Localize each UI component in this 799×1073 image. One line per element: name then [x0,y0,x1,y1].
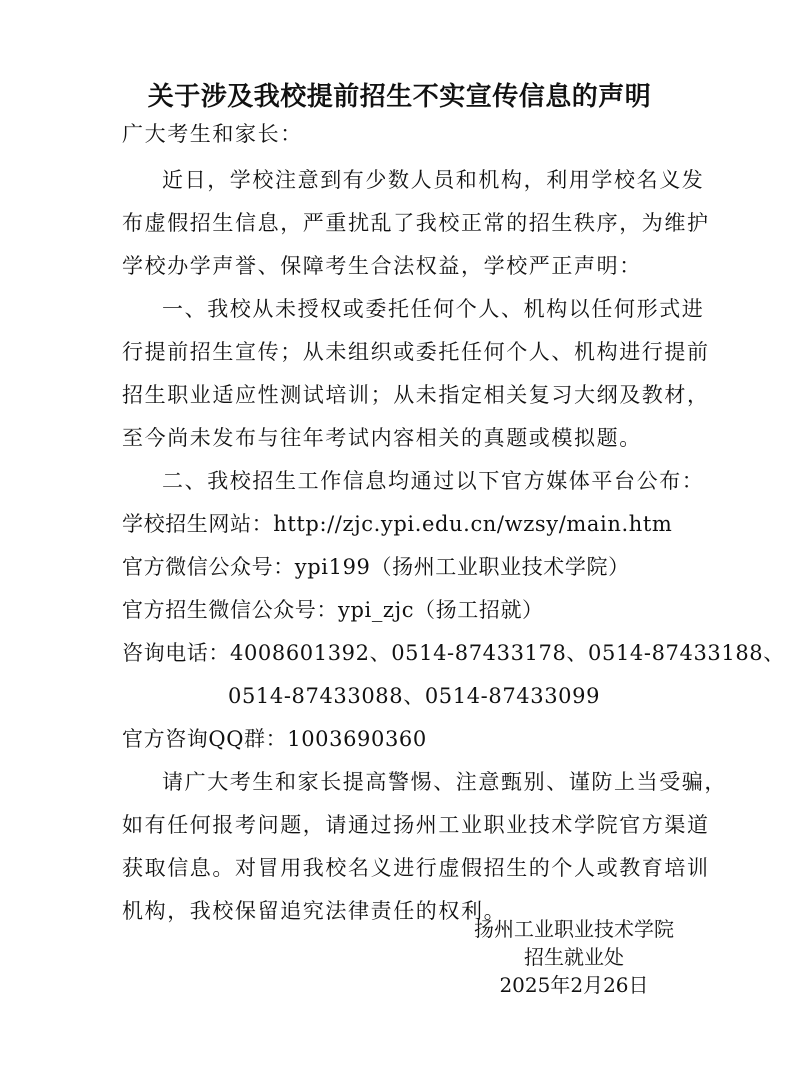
signature-department: 招生就业处 [524,945,624,969]
point1-line-1: 一、我校从未授权或委托任何个人、机构以任何形式进 [162,297,705,321]
point1-line-4: 至今尚未发布与往年考试内容相关的真题或模拟题。 [122,426,642,450]
channel-phone-line-1: 咨询电话：4008601392、0514-87433178、0514-87433188、 [122,641,785,665]
intro-line-2: 布虚假招生信息，严重扰乱了我校正常的招生秩序，为维护 [122,211,710,235]
signature-date: 2025年2月26日 [499,973,649,997]
intro-line-3: 学校办学声誉、保障考生合法权益，学校严正声明： [122,254,642,278]
point1-line-2: 行提前招生宣传；从未组织或委托任何个人、机构进行提前 [122,340,710,364]
point2-heading: 二、我校招生工作信息均通过以下官方媒体平台公布： [162,469,705,493]
intro-line-1: 近日，学校注意到有少数人员和机构，利用学校名义发 [162,168,705,192]
point1-line-3: 招生职业适应性测试培训；从未指定相关复习大纲及教材， [122,383,710,407]
channel-wechat-official: 官方微信公众号：ypi199（扬州工业职业技术学院） [122,555,630,579]
signature-institution: 扬州工业职业技术学院 [474,917,674,941]
channel-qq-group: 官方咨询QQ群：1003690360 [122,727,427,751]
warning-line-1: 请广大考生和家长提高警惕、注意甄别、谨防上当受骗， [162,770,727,794]
channel-phone-line-2: 0514-87433088、0514-87433099 [228,684,601,708]
channel-website: 学校招生网站：http://zjc.ypi.edu.cn/wzsy/main.htm [122,512,673,536]
document-title: 关于涉及我校提前招生不实宣传信息的声明 [147,82,652,112]
warning-line-3: 获取信息。对冒用我校名义进行虚假招生的个人或教育培训 [122,856,710,880]
salutation: 广大考生和家长： [122,122,303,146]
channel-wechat-admission: 官方招生微信公众号：ypi_zjc（扬工招就） [122,598,544,622]
warning-line-4: 机构，我校保留追究法律责任的权利。 [122,899,507,923]
warning-line-2: 如有任何报考问题，请通过扬州工业职业技术学院官方渠道 [122,813,710,837]
